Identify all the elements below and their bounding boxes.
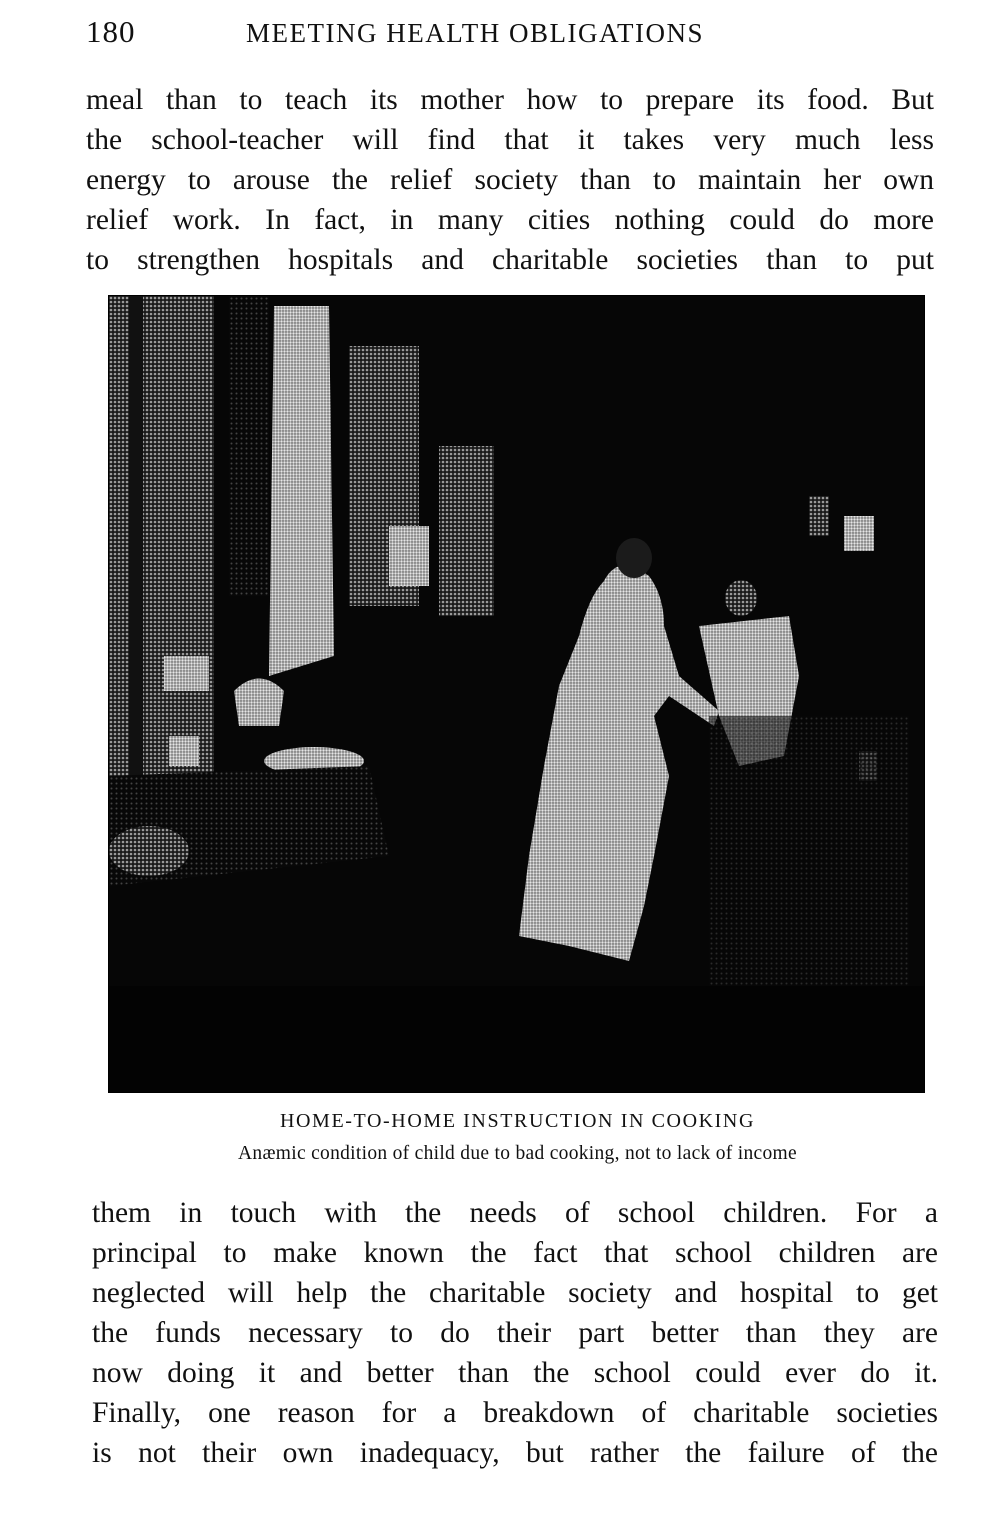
text-line: neglected will help the charitable society and hospital to get xyxy=(92,1277,938,1309)
paragraph-top xyxy=(86,80,934,280)
text-line: meal than to teach its mother how to prepare its food. But xyxy=(86,84,934,116)
photo-illustration xyxy=(109,296,924,1092)
figure-caption-title: HOME-TO-HOME INSTRUCTION IN COOKING xyxy=(279,1110,756,1132)
running-head: MEETING HEALTH OBLIGATIONS xyxy=(246,18,704,48)
figure-caption-subtitle: Anæmic condition of child due to bad cooking, not to lack of income xyxy=(238,1143,797,1164)
photograph-cooking-instruction xyxy=(108,295,925,1093)
text-line: is not their own inadequacy, but rather the failure of the xyxy=(92,1437,938,1469)
page-number: 180 xyxy=(86,14,136,49)
text-line: the funds necessary to do their part better than they are xyxy=(92,1317,938,1349)
page-header xyxy=(86,14,786,54)
text-line: energy to arouse the relief society than to maintain her own xyxy=(86,164,934,196)
text-line: the school-teacher will find that it takes very much less xyxy=(86,124,934,156)
text-line: relief work. In fact, in many cities nothing could do more xyxy=(86,204,934,236)
text-line: to strengthen hospitals and charitable societies than to put xyxy=(86,244,934,276)
text-line: them in touch with the needs of school children. For a xyxy=(92,1197,938,1229)
paragraph-bottom xyxy=(92,1193,938,1473)
text-line: principal to make known the fact that school children are xyxy=(92,1237,938,1269)
text-line: now doing it and better than the school could ever do it. xyxy=(92,1357,938,1389)
text-line: Finally, one reason for a breakdown of charitable societies xyxy=(92,1397,938,1429)
